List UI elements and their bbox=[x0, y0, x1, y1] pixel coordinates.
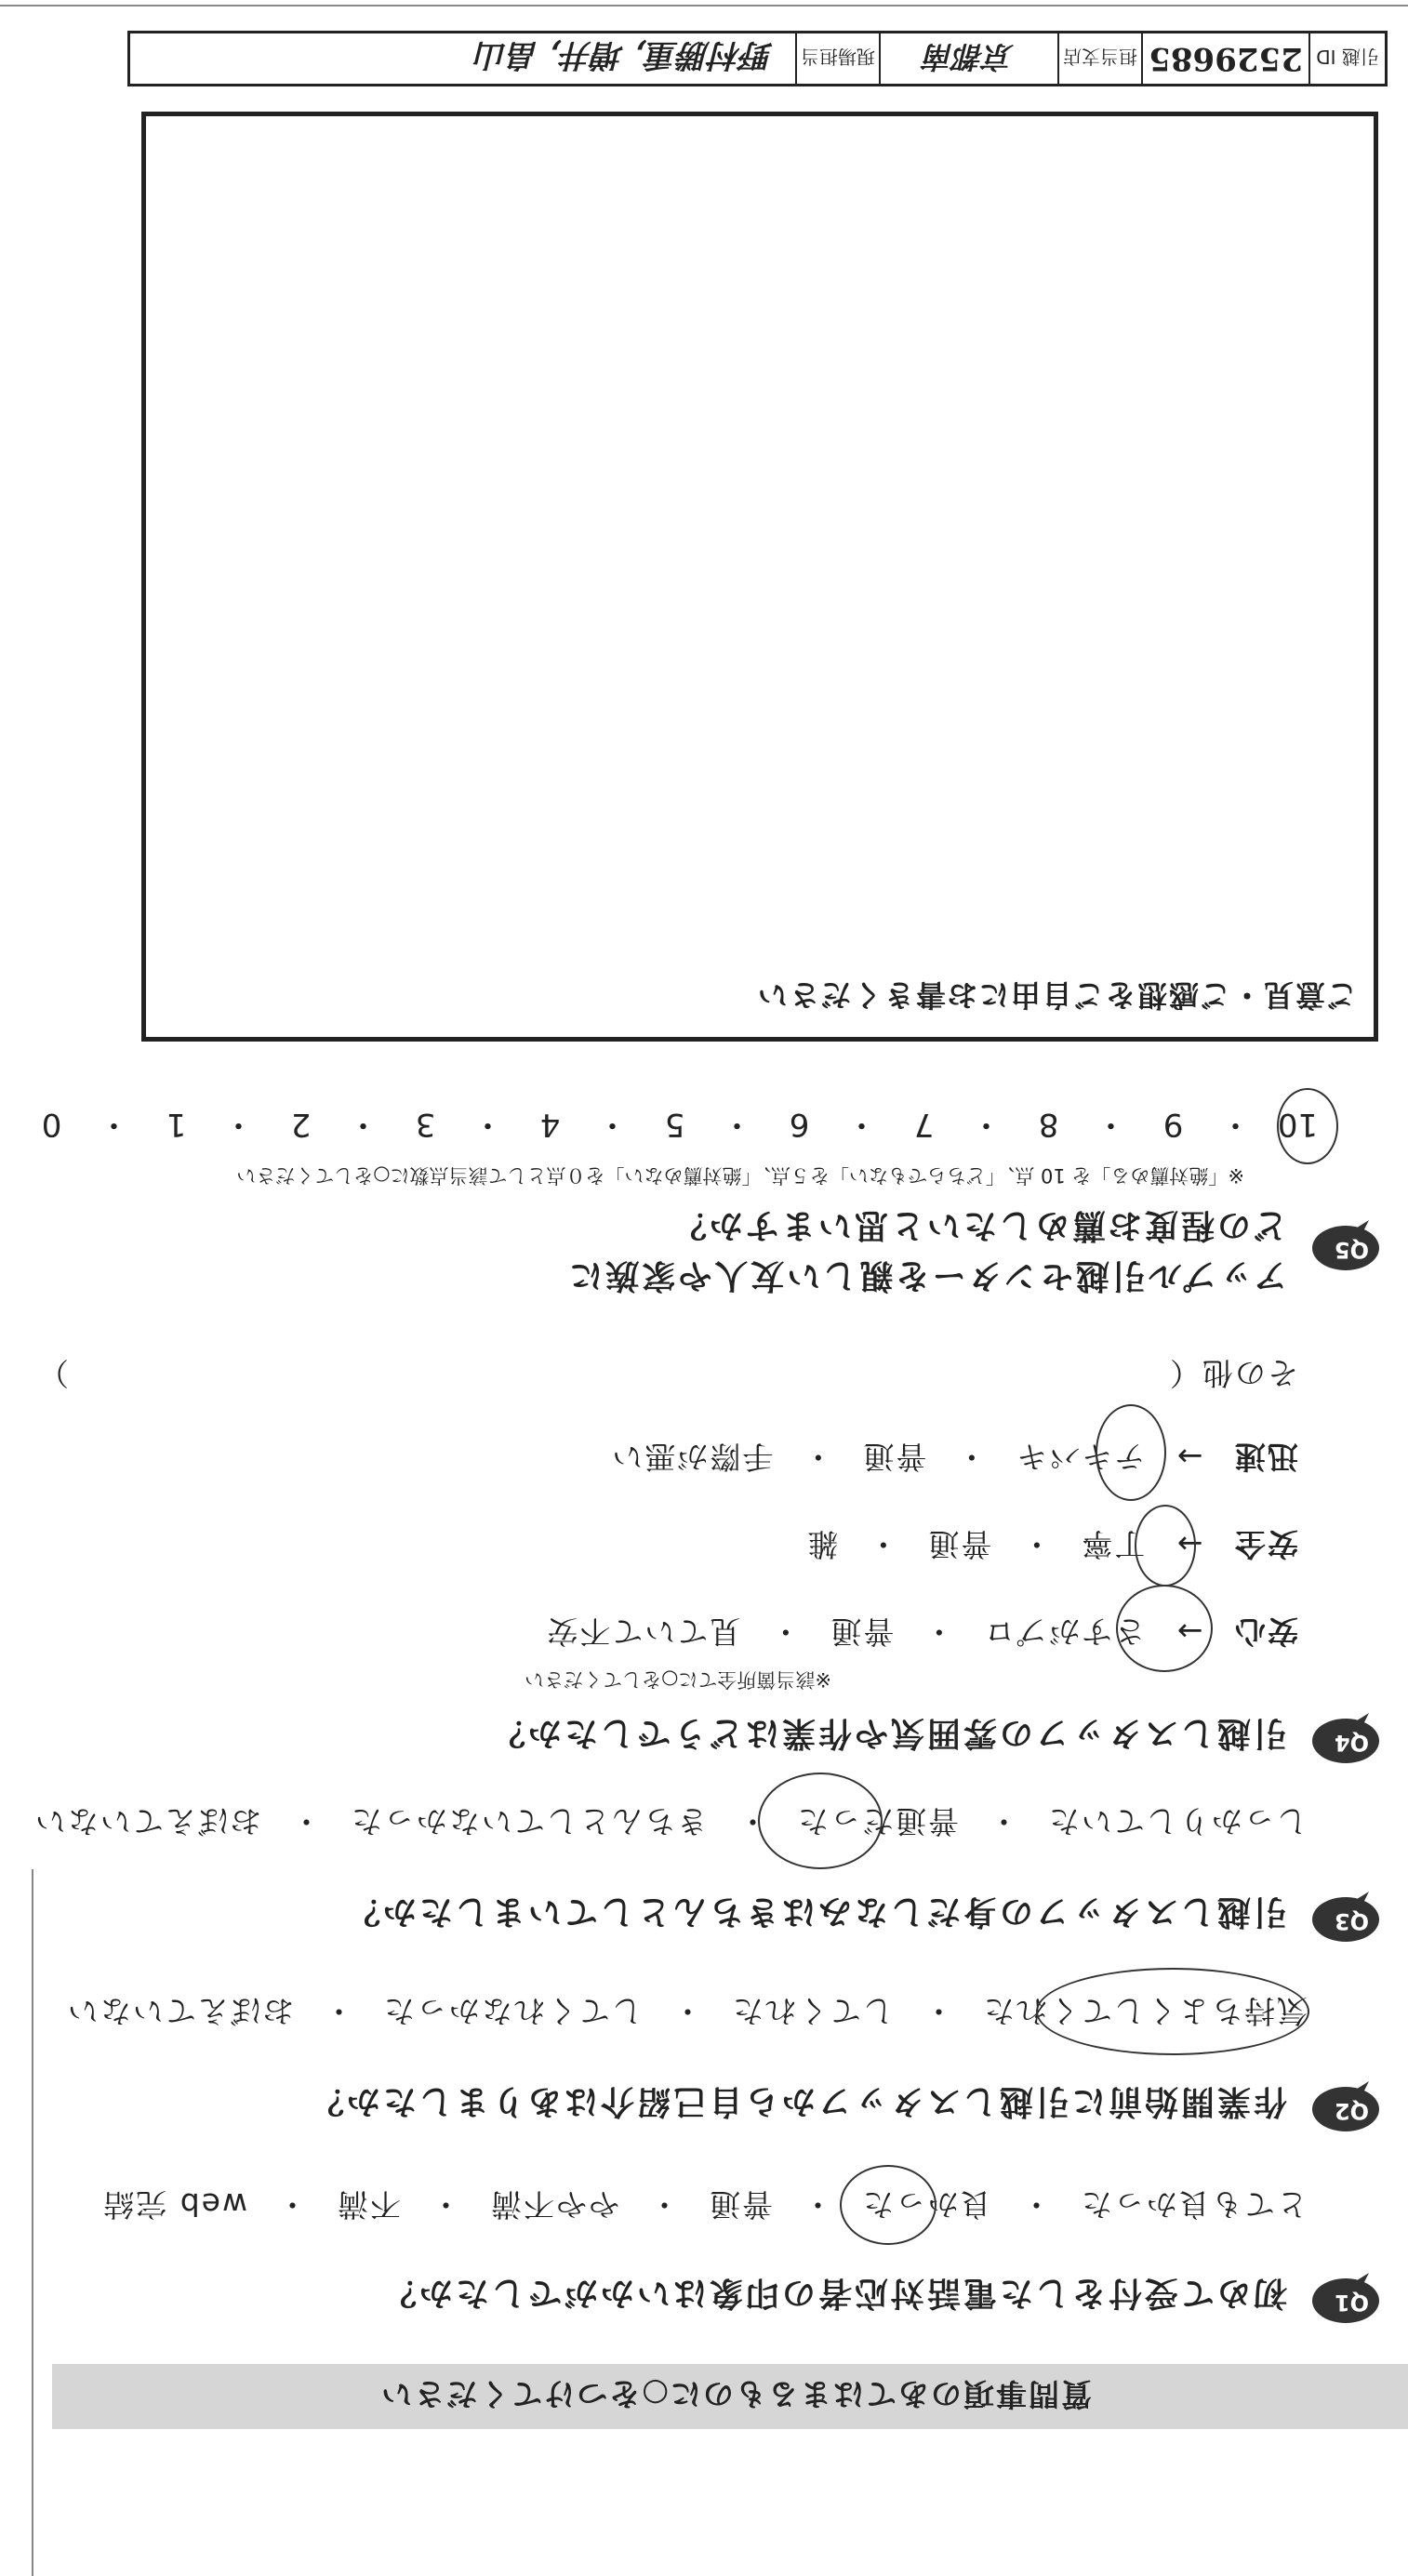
id-value: 2529685 bbox=[1141, 33, 1308, 84]
scale-dot: ・ bbox=[970, 1106, 1003, 1143]
q4-other-label: その他（ bbox=[1168, 1355, 1298, 1391]
q1-option-5[interactable]: 不満 bbox=[336, 2186, 401, 2223]
q3-pen-circle bbox=[758, 1773, 883, 1869]
q1-option-1[interactable]: とても良かった bbox=[1080, 2186, 1308, 2223]
q5-text-line2: どの程度お薦めしたいと思いますか？ bbox=[670, 1206, 1287, 1244]
id-table bbox=[127, 31, 1388, 86]
q2-option-4[interactable]: おぼえていない bbox=[66, 1993, 294, 2029]
q4-row-3-option-1[interactable]: テキパキ bbox=[1015, 1439, 1146, 1475]
q4-row-1-option-2[interactable]: 普通 bbox=[829, 1613, 895, 1650]
q4-row-3-arrow: → bbox=[1175, 1439, 1203, 1475]
q3-option-1[interactable]: しっかりしていた bbox=[1047, 1803, 1308, 1839]
id-label: 引越 ID bbox=[1308, 33, 1385, 84]
scale-dot: ・ bbox=[472, 1106, 504, 1143]
q4-other-close: ） bbox=[36, 1355, 69, 1391]
q4-row-1-option-1[interactable]: さすがプロ bbox=[982, 1613, 1146, 1650]
q3-option-2[interactable]: 普通だった bbox=[796, 1803, 959, 1839]
q4-row-1-label: 安心 bbox=[1233, 1613, 1298, 1650]
q4-row-2-pen-circle bbox=[1135, 1505, 1196, 1587]
scale-dot: ・ bbox=[596, 1106, 629, 1143]
q1-option-2[interactable]: 良かった bbox=[861, 2186, 991, 2223]
q2-option-2[interactable]: してくれた bbox=[731, 1993, 894, 2029]
scale-dot: ・ bbox=[1219, 1106, 1252, 1143]
scale-dot: ・ bbox=[347, 1106, 379, 1143]
q4-row-2-option-3[interactable]: 雑 bbox=[805, 1526, 839, 1562]
q2-text: 作業開始前に引越しスタッフから自己紹介はありましたか？ bbox=[307, 2082, 1287, 2120]
q5-badge-label: Q5 bbox=[1334, 1237, 1369, 1263]
q4-row-3-label: 迅速 bbox=[1233, 1439, 1298, 1475]
q4-row-1-option-3[interactable]: 見ていて不安 bbox=[545, 1613, 741, 1650]
scale-dot: ・ bbox=[222, 1106, 255, 1143]
q4-other[interactable] bbox=[1168, 1353, 1298, 1397]
staff-label: 現場担当 bbox=[795, 33, 879, 84]
q4-badge-label: Q4 bbox=[1334, 1730, 1369, 1756]
q5-text-line1: アップル引越センターを親しい友人や家族に bbox=[566, 1256, 1287, 1295]
q3-option-4[interactable]: おぼえていない bbox=[33, 1803, 261, 1839]
q3-text: 引越しスタッフの身だしなみはきちんとしていましたか？ bbox=[343, 1892, 1287, 1931]
q4-row-3-option-3[interactable]: 手際が悪い bbox=[610, 1439, 774, 1475]
scale-dot: ・ bbox=[1095, 1106, 1127, 1143]
q1-option-6[interactable]: web 完結 bbox=[101, 2186, 247, 2223]
scale-dot: ・ bbox=[98, 1106, 130, 1143]
q2-options: 気持ちよくしてくれた・してくれた・してくれなかった・おぼえていない bbox=[66, 1993, 1308, 2029]
q2-badge-label: Q2 bbox=[1334, 2098, 1369, 2124]
q4-row-anzen: 安全 → 丁寧・普通・雑 bbox=[805, 1526, 1298, 1562]
q5-score-10[interactable]: 10 bbox=[1277, 1106, 1319, 1143]
q4-row-2-label: 安全 bbox=[1233, 1526, 1298, 1562]
instruction-text: 質問事項のあてはまるものに○をつけてください bbox=[379, 2376, 1092, 2413]
scan-edge-line bbox=[0, 5, 1408, 7]
q1-text: 初めて受付をした電話対応者の印象はいかがでしたか？ bbox=[379, 2274, 1287, 2312]
q5-score-4[interactable]: 4 bbox=[539, 1106, 561, 1143]
q4-text: 引越しスタッフの雰囲気や作業はどうでしたか？ bbox=[488, 1714, 1287, 1752]
q5-score-2[interactable]: 2 bbox=[290, 1106, 312, 1143]
q4-row-2-option-2[interactable]: 普通 bbox=[926, 1526, 992, 1562]
q5-score-0[interactable]: 0 bbox=[41, 1106, 62, 1143]
q4-row-2-option-1[interactable]: 丁寧 bbox=[1080, 1526, 1146, 1562]
q5-score-7[interactable]: 7 bbox=[913, 1106, 935, 1143]
q2-pen-circle bbox=[1036, 1968, 1309, 2055]
scan-edge-line bbox=[32, 1869, 33, 2576]
q5-score-3[interactable]: 3 bbox=[415, 1106, 436, 1143]
q5-scale bbox=[20, 1105, 1329, 1150]
q5-score-8[interactable]: 8 bbox=[1038, 1106, 1059, 1143]
q2-option-3[interactable]: してくれなかった bbox=[382, 1993, 643, 2029]
q5-score-1[interactable]: 1 bbox=[166, 1106, 187, 1143]
q4-row-3-pen-circle bbox=[1096, 1404, 1166, 1501]
q5-pen-circle bbox=[1277, 1088, 1338, 1164]
q5-score-6[interactable]: 6 bbox=[789, 1106, 810, 1143]
q4-row-3-option-2[interactable]: 普通 bbox=[861, 1439, 927, 1475]
instruction-bar bbox=[52, 2364, 1408, 2429]
q5-score-5[interactable]: 5 bbox=[664, 1106, 685, 1143]
comment-label: ご意見・ご感想をご自由にお書きください bbox=[755, 977, 1357, 1013]
q4-row-1-pen-circle bbox=[1116, 1585, 1213, 1672]
q4-row-anshin: 安心 → さすがプロ・普通・見ていて不安 bbox=[545, 1613, 1298, 1650]
scale-dot: ・ bbox=[845, 1106, 878, 1143]
q2-option-1[interactable]: 気持ちよくしてくれた bbox=[982, 1993, 1308, 2029]
q3-badge-label: Q3 bbox=[1334, 1908, 1369, 1934]
q4-row-jinsoku: 迅速 → テキパキ・普通・手際が悪い bbox=[610, 1439, 1298, 1475]
q4-row-2-arrow: → bbox=[1175, 1526, 1203, 1562]
scale-dot: ・ bbox=[721, 1106, 753, 1143]
q1-options: とても良かった・良かった・普通・やや不満・不満・web 完結 bbox=[101, 2186, 1308, 2223]
comment-box[interactable] bbox=[141, 112, 1378, 1042]
branch-label: 担当支店 bbox=[1057, 33, 1141, 84]
q5-note: ※「絶対薦める」を 10 点、「どちらでもない」を５点、「絶対薦めない」を０点として該当点数に○をしてください bbox=[236, 1164, 1244, 1187]
q1-option-4[interactable]: やや不満 bbox=[489, 2186, 619, 2223]
q1-pen-circle bbox=[840, 2165, 936, 2245]
q1-option-3[interactable]: 普通 bbox=[708, 2186, 773, 2223]
q1-badge-label: Q1 bbox=[1334, 2290, 1369, 2316]
q5-score-9[interactable]: 9 bbox=[1162, 1106, 1184, 1143]
staff-value: 野村勝重, 増井, 畠山 bbox=[475, 36, 773, 74]
branch-value: 京都南 bbox=[879, 33, 1057, 84]
q3-options: しっかりしていた・普通だった・きちんとしていなかった・おぼえていない bbox=[33, 1803, 1308, 1839]
q4-row-1-arrow: → bbox=[1175, 1613, 1203, 1650]
q3-option-3[interactable]: きちんとしていなかった bbox=[350, 1803, 708, 1839]
q4-note: ※該当箇所全てに○をしてください bbox=[525, 1668, 831, 1691]
